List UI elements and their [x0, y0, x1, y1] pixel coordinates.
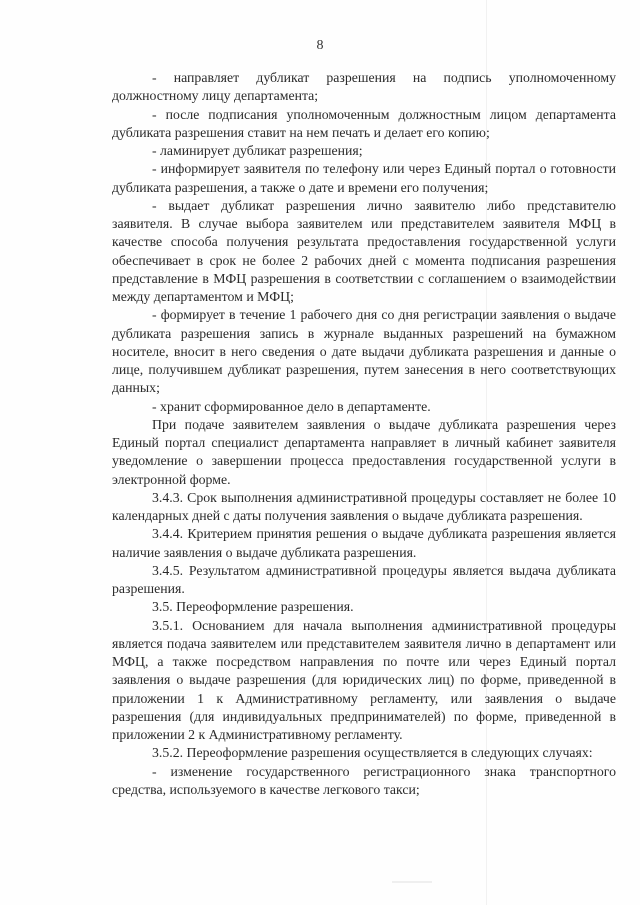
paragraph-3-4-5-result: 3.4.5. Результатом административной процедуры является выдача дубликата разрешения. [112, 562, 616, 596]
paragraph-sends-duplicate-for-signature: - направляет дубликат разрешения на подпись уполномоченному должностному лицу департамента; [112, 70, 616, 104]
paragraph-issues-duplicate: - выдает дубликат разрешения лично заявителю либо представителю заявителя. В случае выбора заявителем или представителем заявителя МФЦ в качестве способа получения результата предоставления государственной услуги обеспечивает в срок не более 2 рабочих дней с момента подписания разрешения представление в МФЦ разрешения в соответствии с соглашением о взаимодействии между департаментом и МФЦ; [112, 197, 616, 304]
paragraph-stamps-duplicate: - после подписания уполномоченным должностным лицом департамента дубликата разрешения ставит на нем печать и делает его копию; [112, 106, 616, 140]
paragraph-3-4-3-deadline: 3.4.3. Срок выполнения административной процедуры составляет не более 10 календарных дней с даты получения заявления о выдаче дубликата разрешения. [112, 489, 616, 523]
paragraph-3-4-4-criterion: 3.4.4. Критерием принятия решения о выдаче дубликата разрешения является наличие заявления о выдаче дубликата разрешения. [112, 526, 616, 560]
paragraph-unified-portal-notice: При подаче заявителем заявления о выдаче дубликата разрешения через Единый портал специалист департамента направляет в личный кабинет заявителя уведомление о завершении процесса предоставления государственной услуги в электронной форме. [112, 416, 616, 487]
page-number: 8 [316, 38, 324, 53]
section-heading-3-5: 3.5. Переоформление разрешения. [152, 599, 354, 615]
paragraph-3-5-2-cases: 3.5.2. Переоформление разрешения осуществляется в следующих случаях: [152, 745, 593, 761]
paragraph-stores-case: - хранит сформированное дело в департаменте. [152, 398, 431, 414]
paragraph-informs-applicant: - информирует заявителя по телефону или через Единый портал о готовности дубликата разрешения, а также о дате и времени его получения; [112, 161, 616, 195]
paragraph-3-5-1-basis: 3.5.1. Основанием для начала выполнения административной процедуры является подача заявителем или представителем заявителя лично в департамент или МФЦ, а также посредством направления по почте или через Единый портал заявления о выдаче разрешения (для юридических лиц) по форме, приведенной в приложении 1 к Административному регламенту, или заявления о выдаче разрешения (для индивидуальных предпринимателей) по форме, приведенной в приложении 2 к Административному регламенту. [112, 617, 616, 742]
document-body [112, 69, 616, 799]
paragraph-laminates-duplicate: - ламинирует дубликат разрешения; [152, 143, 363, 158]
paragraph-plate-change: - изменение государственного регистрационного знака транспортного средства, используемого в качестве легкового такси; [112, 763, 616, 797]
paragraph-records-in-journal: - формирует в течение 1 рабочего дня со дня регистрации заявления о выдаче дубликата разрешения запись в журнале выданных разрешений на бумажном носителе, вносит в него сведения о дате выдачи дубликата разрешения и данные о лице, получившем дубликат разрешения, путем занесения в него соответствующих данных; [112, 307, 616, 396]
scan-artifact-mark [392, 881, 432, 883]
